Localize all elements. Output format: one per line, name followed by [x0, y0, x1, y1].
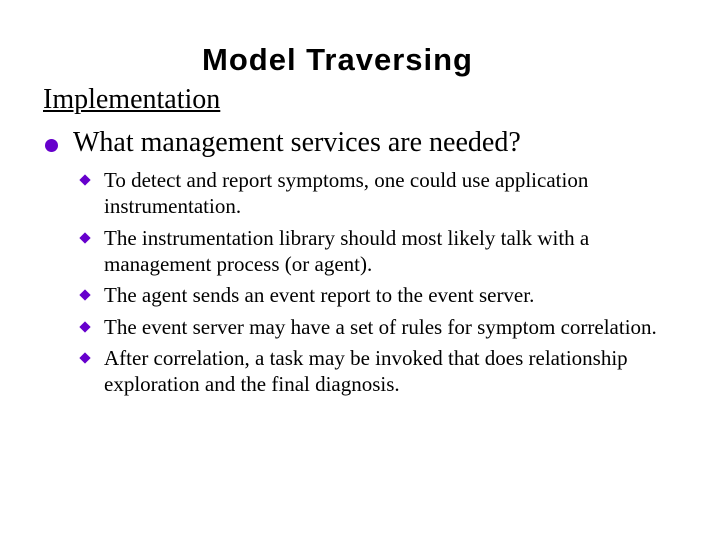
diamond-bullet-icon	[79, 321, 90, 332]
sub-bullet	[80, 314, 680, 340]
sub-bullet-text: To detect and report symptoms, one could use application instrumentation.	[104, 168, 589, 218]
diamond-bullet-icon	[79, 289, 90, 300]
sub-bullet-text: The instrumentation library should most likely talk with a management process (or agent).	[104, 225, 590, 276]
main-bullet-text: What management services are needed?	[73, 127, 521, 158]
circle-bullet-icon	[45, 139, 58, 152]
sub-bullet	[80, 345, 680, 397]
sub-bullet	[80, 167, 680, 219]
sub-bullet	[80, 225, 680, 277]
sub-bullet-list	[80, 167, 680, 403]
sub-bullet-text: The event server may have a set of rules for symptom correlation.	[104, 314, 657, 339]
diamond-bullet-icon	[79, 174, 90, 185]
diamond-bullet-icon	[79, 232, 90, 243]
diamond-bullet-icon	[79, 352, 90, 363]
sub-bullet	[80, 282, 680, 308]
section-heading: Implementation	[43, 84, 221, 115]
sub-bullet-text: After correlation, a task may be invoked that does relationship exploration and the final diagnosis.	[104, 346, 628, 396]
sub-bullet-text: The agent sends an event report to the event server.	[104, 283, 535, 307]
slide-title: Model Traversing	[202, 42, 473, 77]
